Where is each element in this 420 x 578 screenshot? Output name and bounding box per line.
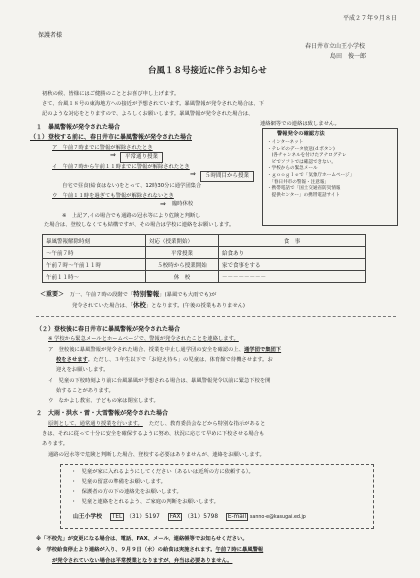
section-2-i-line-2: 始することがあります。 — [56, 388, 114, 394]
warning-method-item: ・テレビのデータ放送(ｄボタン) — [267, 146, 335, 152]
contact-line-2: ・ 児童の留意の準備をお願いします。 — [71, 479, 166, 485]
email-label: E-mail — [227, 514, 247, 520]
warning-method-item: ・携帯電話で「国土交通省防災情報 — [267, 186, 341, 192]
warning-method-item: ・学校からの緊急メール — [267, 166, 318, 172]
section-3-text-1: ただし、教育委員会などから特別な指示があると — [148, 421, 266, 427]
section-1-note-1: ※ 上記ア,イの場合でも通路の冠水等により危険と判断し — [62, 213, 201, 219]
table-header-cell: 対応（授業開始） — [146, 235, 219, 247]
section-1-note-2: た場合は、登校しなくても結構ですが、その場合は学校に連絡をお願いします。 — [44, 222, 235, 228]
section-2-a-emphasis: 通学団で集団下 — [244, 347, 282, 353]
addressee: 保護者様 — [38, 32, 63, 39]
table-cell: 午前１１時～ — [43, 271, 146, 283]
footer-line-3: が発令されていない場合は平常授業となりますが、弁当は必要ありません。 — [52, 558, 233, 564]
section-2-a-text-2: 。ただし、３年生以下で「お迎え待ち」の児童は、体育館で待機させます。お — [87, 357, 273, 363]
section-2-i-line-1: イ 児童の下校時刻より前に台風暴風が予想される場合は、暴風警報発令以前に緊急下校を開 — [48, 378, 271, 384]
contact-line-4: ・ 児童と連絡をとれるよう、ご家庭の判断をお願いします。 — [71, 499, 219, 505]
important-text-1: 万一、午前７時の段階で「 — [69, 292, 134, 298]
arrow-u-icon: ⇒ — [160, 200, 166, 208]
principal-name: 島田 俊一郎 — [330, 53, 367, 60]
section-3-heading: ２ 大雨・洪水・雷・大雪警報が発令された場合 — [36, 410, 169, 417]
section-3-line-1 — [48, 421, 265, 428]
table-cell: 家で食事をする — [219, 259, 366, 271]
case-i-text: イ 午前７時から午前１１時までに警報が解除されたとき — [52, 164, 190, 170]
table-cell: 休 校 — [146, 271, 219, 283]
warning-method-item: 提供センター」の携帯電話サイト — [267, 192, 340, 198]
table-header-cell: 食 事 — [219, 235, 366, 247]
contact-line-1: ・ 児童が家に入れるようにしてください（あるいは近所の方に依頼する）。 — [71, 469, 254, 475]
table-cell: －－－－－－－－ — [219, 271, 366, 283]
table-row — [43, 259, 366, 271]
important-line-1 — [40, 291, 216, 299]
case-u-result: 臨時休校 — [172, 201, 194, 207]
table-header-row — [43, 235, 366, 247]
warning-method-item: (各チャンネルを付けたアナログテレ — [267, 153, 347, 159]
important-text-2: 」(暴風でも大雨でも)が — [159, 292, 217, 298]
intro-line-4: 連絡網等での連絡は致しません。 — [260, 121, 340, 127]
warning-method-item: 「春日井市の警報・注意報」 — [267, 179, 330, 185]
section-1-heading: １ 暴風警報が発令された場合 — [36, 124, 121, 131]
contact-box — [60, 464, 374, 529]
section-2-note: ※ 学校から緊急メールとホームページで、警報が発令されたことを連絡します。 — [48, 336, 239, 342]
closure-text: 休校 — [132, 301, 146, 309]
table-cell: 午前７時～午前１１時 — [43, 259, 146, 271]
important-line-2 — [72, 302, 245, 310]
issue-date: 平成２７年９月８日 — [343, 15, 398, 22]
schedule-table — [42, 234, 366, 283]
case-u-text: ウ 午前１１時を過ぎても警報が解除されないとき — [52, 193, 174, 199]
section-2-sub: （２）登校後に春日井市に暴風警報が発令された場合 — [36, 326, 181, 333]
warning-method-item: ・ｇｏｏｇｌｅで「気象庁ホームページ」 — [267, 172, 355, 178]
section-2-u-line: ウ なかよし教室、子どもの家は閉室します。 — [48, 398, 159, 404]
fax-number: （31）5798 — [184, 514, 219, 520]
case-i-note: 自宅で昼食(給食はない)をとって、12時30分に通学団集合 — [62, 183, 202, 189]
case-i-result: ５時間目から授業 — [200, 171, 254, 182]
warning-methods-list — [267, 140, 395, 199]
section-2-a-line-1 — [48, 347, 281, 354]
school-name: 春日井市立山王小学校 — [305, 43, 366, 50]
fax-label: FAX — [169, 514, 181, 520]
table-row — [43, 271, 366, 283]
table-cell: 給食あり — [219, 247, 366, 259]
table-cell: ～午前７時 — [43, 247, 146, 259]
table-cell: ５校時から授業開始 — [146, 259, 219, 271]
warning-method-item: ビでソフトでは確認できない。 — [267, 159, 336, 165]
case-a-text: ア 午前７時までに警報が解除されたとき — [52, 145, 153, 151]
section-divider — [36, 316, 396, 317]
arrow-i-icon: ⇒ — [190, 170, 196, 178]
intro-line-2: さて、台風１８号の東海地方への接近が予想されています。暴風警報が発令された場合は、下 — [42, 101, 264, 107]
section-2-a-line-2 — [56, 357, 273, 364]
warning-methods-box — [262, 128, 398, 226]
email-address[interactable]: sanno-e@kasugai.ed.jp — [249, 515, 306, 520]
contact-line-3: ・ 保護者の方の下の連絡先をお願いします。 — [71, 489, 182, 495]
special-warning-text: 特別警報 — [133, 290, 160, 298]
section-3-line-2: きは、それに従って十分に安全を確保するように努め、状況に応じて早めに下校させる場合も — [42, 431, 265, 437]
tel-label: TEL — [111, 514, 123, 520]
contact-info-line — [73, 514, 306, 521]
tel-number: （31）5197 — [126, 514, 160, 520]
section-3-principle: 原則として、通常通り授業を行います。 — [48, 421, 143, 427]
warning-methods-title: 警報発令の確認方法 — [277, 131, 325, 137]
warning-method-item: ・インターネット — [267, 140, 304, 145]
contact-school-label: 山王小学校 — [73, 514, 102, 520]
case-a-result: 平常通り授業 — [120, 152, 163, 163]
page-title: 台風１８号接近に伴うお知らせ — [148, 66, 267, 76]
footer-text-2: ※ 学校給食停止より連絡が入り、９月９日（水）の給食は実施されます。 — [36, 547, 216, 553]
important-text-3: 発令されていた場合は、「 — [72, 303, 133, 309]
section-2-a-emphasis-2: 校をさせます — [56, 357, 88, 363]
section-2-a-text: ア 登校後に暴風警報が発令された場合、授業を中止し通学団の安全を確認の上、 — [48, 347, 244, 353]
important-text-4: 」となります。(午後の授業もありません) — [145, 303, 245, 309]
footer-line-1: ※「不校先」が変更になる場合は、電話、FAX、メール、連絡帳等でお知らせください。 — [36, 536, 248, 542]
important-label: ＜重要＞ — [40, 291, 65, 298]
table-header-cell: 暴風警報解除時刻 — [43, 235, 146, 247]
intro-line-1: 初秋の候、皆様にはご健勝のこととお喜び申し上げます。 — [42, 91, 180, 97]
table-cell: 平常授業 — [146, 247, 219, 259]
table-row — [43, 247, 366, 259]
section-1-sub: （１）登校する前に、春日井市に暴風警報が発令された場合 — [30, 134, 193, 141]
footer-line-2 — [36, 547, 263, 554]
footer-emphasis: 午前７時に暴風警報 — [215, 547, 264, 553]
arrow-a-icon: ⇒ — [110, 151, 116, 159]
section-3-line-4: 通路の冠水等で危険と判断した場合、登校する必要はありませんが、連絡をお願いします。 — [48, 452, 265, 458]
section-3-line-3: あります。 — [42, 441, 69, 447]
intro-line-3: 記のような対応をとりますので、よろしくお願いします。暴風警報が発令された場合は、 — [42, 111, 254, 117]
section-2-a-line-3: 迎えをお願いします。 — [56, 367, 109, 373]
